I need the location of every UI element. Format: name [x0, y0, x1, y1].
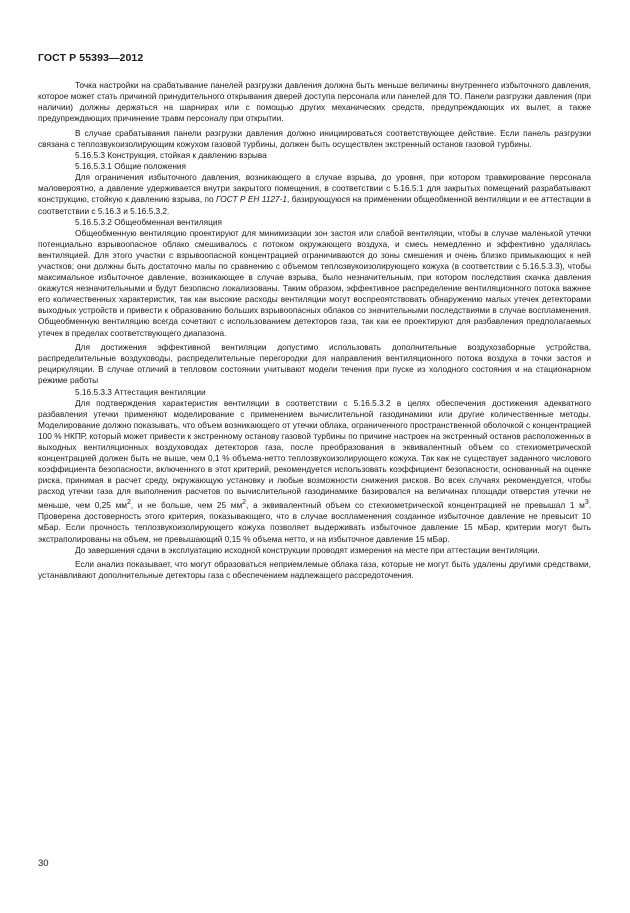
paragraph-explosion-resistant-design: [38, 172, 591, 216]
superscript: 2: [127, 499, 131, 507]
section-heading-5-16-5-3-2: 5.16.5.3.2 Общеобменная вентиляция: [75, 216, 223, 227]
text-run: Для ограничения избыточного давления, возникающего в случае взрыва, до уровня, при котором травмирование персонала маловероятно, а давление удерживается внутри закрытого помещения, в соответствии с 5.16.5.1 для закрытых помещений разрабатывают конструкцию, стойкую к давлению взрыва, по: [38, 172, 591, 205]
paragraph-on-site-measurement: До завершения сдачи в эксплуатацию исходной конструкции проводят измерения на месте при аттестации вентиляции.: [75, 544, 540, 555]
text-run: Для подтверждения характеристик вентиляции в соответствии с 5.16.5.3.2 в целях обеспечения достижения адекватного разбавления утечки применяют моделирование с применением вычислительной газодинамики или другие количественные методы. Моделирование должно показывать, что объем возникающего от утечки облака, ограниченного пространственной оболочкой с концентрацией 100 % НКПР, который может привести к экстренному останову газовой турбины по причине настроек на экстренный останов расположенных в выходных вентиляционных воздуховодах детекторов газа, после преобразования в эквивалентный объем со стехиометрической концентрацией должен быть не выше, чем 0,1 % объема-нетто теплозвукоизолирующего кожуха. Так как не существует заданного числового коэффициента безопасности, включенного в этот критерий, рекомендуется использовать коэффициент безопасности, основанный на оценке риска, принимая в расчет среду, окружающую установку и любые возможности снижения рисков. Во всех случаях рекомендуется, чтобы расход утечки газа для выполнения расчетов по вычислительной газодинамике базировался на величинах площади отверстия утечки не меньше, чем 0,25 мм: [38, 397, 591, 511]
text-run: , и не больше, чем 25 мм: [130, 500, 243, 511]
superscript: 2: [242, 499, 247, 507]
document-header: ГОСТ Р 55393—2012: [38, 52, 144, 64]
section-heading-5-16-5-3-3: 5.16.5.3.3 Аттестация вентиляции: [75, 386, 206, 397]
paragraph-ventilation-validation: [38, 398, 591, 545]
paragraph-pressure-relief-setpoint: Точка настройки на срабатывание панелей разгрузки давления должна быть меньше величины внутреннего избыточного давления, которое может стать причиной принудительного открывания дверей доступа персонала или панелей для ТО. Панели разгрузки давления (при наличии) должны держаться на шарнирах или с помощью других механических средств, предупреждающих их вылет, а также предупреждающих причинение травм персоналу при открытии.: [38, 80, 591, 124]
document-body: [38, 80, 591, 581]
text-run: , базирующуюся на применении общеобменной вентиляции и ее аттестации в соответствии с 5.16.3 и 5.16.5.3.2.: [38, 194, 592, 216]
paragraph-effective-ventilation: Для достижения эффективной вентиляции допустимо использовать дополнительные воздухозаборные устройства, распределительные воздуховоды, распределительные перегородки для направления вентиляционного потока воздуха в точки застоя и рециркуляции. В случае отличий в тепловом состоянии учитывают модели течения при пуске из холодного состояния и на стационарном режиме работы: [38, 342, 591, 386]
paragraph-relief-panel-action: В случае срабатывания панели разгрузки давления должно инициироваться соответствующее действие. Если панель разгрузки связана с теплозвукоизолирующим кожухом газовой турбины, должен быть осуществлен экстренный останов газовой турбины.: [38, 127, 591, 149]
text-run: , а эквивалентный объем со стехиометрической концентрацией не превышал 1 м: [246, 500, 585, 511]
superscript: 3: [584, 499, 589, 507]
page-number: 30: [38, 858, 49, 869]
paragraph-general-ventilation: Общеобменную вентиляцию проектируют для минимизации зон застоя или слабой вентиляции, чтобы в случае маленькой утечки потенциально взрывоопасное облако смешивалось с потоком окружающего воздуха, и смесь немедленно и эффективно удалялась вентиляцией. Для этого участки с взрывоопасной концентрацией ограничиваются до зоны смешения и очень близко примыкающих к ней участков; они должны быть достаточно малы по сравнению с объемом теплозвукоизолирующего кожуха (в соответствии с 5.16.5.3.3), чтобы максимальное избыточное давление, возникающее в случае взрыва, было незначительным, при котором последствия скачка давления окажутся незначительными и будут безопасно локализованы. Таким образом, эффективное распределение вентиляционного потока важнее его количественных характеристик, так как высокие расходы вентиляции могут воспрепятствовать обнаружению малых утечек детекторами выходных устройств и привести к образованию больших взрывоопасных облаков со значительными последствиями в случае воспламенения. Общеобменную вентиляцию всегда сочетают с использованием детекторов газа, так как ее проектируют для разбавления предполагаемых утечек в пределах соответствующего диапазона.: [38, 227, 591, 338]
paragraph-additional-detectors: Если анализ показывает, что могут образоваться неприемлемые облака газа, которые не могут быть удалены другими средствами, устанавливают дополнительные детекторы газа с обеспечением надлежащего рассредоточения.: [38, 559, 591, 581]
standard-reference: ГОСТ Р ЕН 1127-1: [216, 194, 288, 205]
section-heading-5-16-5-3: 5.16.5.3 Конструкция, стойкая к давлению взрыва: [75, 150, 267, 161]
text-run: . Проверена достоверность этого критерия, показывающего, что в случае воспламенения созданное избыточное давление не превысит 10 мБар. Если прочность теплозвукоизолирующего кожуха позволяет выдерживать избыточное давление 15 мБар, критерии могут быть экстраполированы на объем, не превышающий 0,15 % объема нетто, и на избыточное давление 15 мБар.: [38, 500, 592, 544]
section-heading-5-16-5-3-1: 5.16.5.3.1 Общие положения: [75, 161, 187, 172]
